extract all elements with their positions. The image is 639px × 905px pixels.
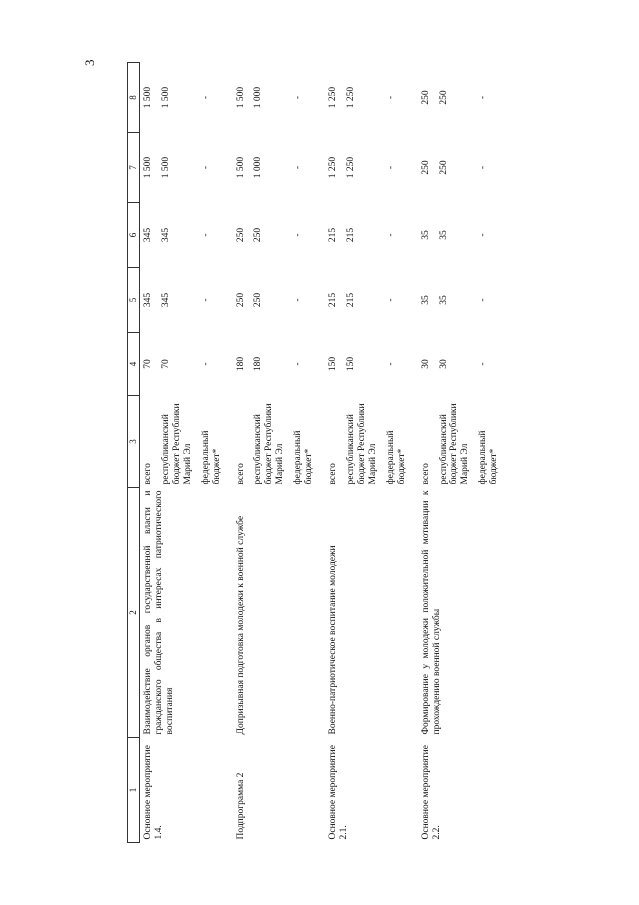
value-cell: 1 250: [328, 86, 339, 109]
table-row: [233, 63, 251, 843]
source-cell: федеральный бюджет*: [478, 430, 500, 485]
value-cell: -: [293, 362, 304, 366]
value-cell: -: [478, 362, 489, 366]
source-cell: республиканский бюджет Республики Марий Эл: [160, 403, 193, 485]
value-cell: 150: [345, 356, 356, 372]
value-cell: 1 500: [235, 156, 246, 179]
value-cell: -: [385, 233, 396, 237]
value-cell: 35: [438, 230, 449, 240]
value-cell: 250: [235, 227, 246, 243]
source-cell: федеральный бюджет*: [293, 430, 315, 485]
group-name: Основное мероприятие 1.4.: [143, 745, 164, 840]
header-col-8: 8: [128, 63, 140, 133]
source-cell: республиканский бюджет Республики Марий Эл: [345, 403, 378, 485]
value-cell: -: [200, 233, 211, 237]
source-cell: всего: [235, 463, 246, 485]
value-cell: -: [385, 95, 396, 100]
value-cell: 345: [160, 227, 171, 243]
value-cell: 250: [253, 292, 264, 308]
value-cell: 345: [143, 292, 153, 308]
value-cell: -: [293, 233, 304, 237]
value-cell: -: [385, 362, 396, 366]
value-cell: 35: [420, 295, 431, 305]
value-cell: 250: [438, 160, 449, 175]
header-col-4: 4: [128, 333, 140, 396]
source-cell: республиканский бюджет Республики Марий Эл: [253, 403, 286, 485]
value-cell: 215: [328, 292, 339, 308]
value-cell: 1 500: [160, 86, 171, 109]
group-name: Основное мероприятие 2.1.: [328, 745, 349, 840]
budget-table: [127, 62, 504, 843]
value-cell: 70: [160, 359, 171, 369]
value-cell: 30: [420, 359, 431, 369]
value-cell: 1 500: [143, 86, 153, 109]
value-cell: -: [200, 298, 211, 302]
group-name: Подпрограмма 2: [235, 772, 246, 840]
source-cell: федеральный бюджет*: [385, 430, 407, 485]
value-cell: -: [200, 362, 211, 366]
header-col-3: 3: [128, 396, 140, 488]
table-row: [418, 63, 436, 843]
value-cell: -: [385, 165, 396, 170]
value-cell: 250: [438, 90, 449, 105]
group-description: Военно-патриотическое воспитание молодежи: [328, 545, 339, 735]
value-cell: 250: [420, 90, 431, 105]
source-cell: федеральный бюджет*: [200, 430, 222, 485]
value-cell: 1 250: [328, 156, 339, 179]
source-cell: всего: [420, 463, 431, 485]
value-cell: -: [293, 165, 304, 170]
value-cell: 1 250: [345, 86, 356, 109]
group-description: Допризывная подготовка молодежи к военной службе: [235, 515, 246, 735]
header-col-7: 7: [128, 133, 140, 203]
group-name: Основное мероприятие 2.2.: [420, 745, 442, 840]
value-cell: -: [293, 298, 304, 302]
value-cell: 1 000: [253, 86, 264, 109]
value-cell: 30: [438, 359, 449, 369]
value-cell: 345: [160, 292, 171, 308]
value-cell: 215: [345, 227, 356, 243]
value-cell: -: [200, 165, 211, 170]
value-cell: 215: [345, 292, 356, 308]
value-cell: 250: [253, 227, 264, 243]
value-cell: 215: [328, 227, 339, 243]
value-cell: -: [293, 95, 304, 100]
table-row: [140, 63, 158, 843]
value-cell: 1 000: [253, 156, 264, 179]
rotated-table-container: [127, 63, 567, 843]
source-cell: всего: [328, 463, 339, 485]
value-cell: 1 500: [160, 156, 171, 179]
group-description: Взаимодействие органов государственной власти и гражданского общества в интересах патриотического воспитания: [143, 490, 175, 735]
value-cell: -: [478, 165, 489, 170]
source-cell: республиканский бюджет Республики Марий Эл: [438, 403, 471, 485]
value-cell: 180: [235, 356, 246, 372]
header-col-2: 2: [128, 488, 140, 738]
header-col-6: 6: [128, 203, 140, 268]
value-cell: 1 500: [143, 156, 153, 179]
value-cell: 35: [420, 230, 431, 240]
value-cell: 250: [420, 160, 431, 175]
page-number: 3: [82, 59, 97, 66]
value-cell: -: [478, 95, 489, 100]
value-cell: 1 500: [235, 86, 246, 109]
value-cell: -: [385, 298, 396, 302]
value-cell: 180: [253, 356, 264, 372]
value-cell: -: [478, 233, 489, 237]
value-cell: 345: [143, 227, 153, 243]
header-col-1: 1: [128, 738, 140, 843]
source-cell: всего: [143, 463, 153, 485]
header-col-5: 5: [128, 268, 140, 333]
value-cell: -: [200, 95, 211, 100]
value-cell: 1 250: [345, 156, 356, 179]
value-cell: 70: [143, 359, 153, 369]
value-cell: 35: [438, 295, 449, 305]
value-cell: 150: [328, 356, 339, 372]
table-row: [325, 63, 343, 843]
value-cell: 250: [235, 292, 246, 308]
value-cell: -: [478, 298, 489, 302]
table-header-row: [128, 63, 140, 843]
group-description: Формирование у молодежи положительной мотивации к прохождению военной службы: [420, 490, 442, 735]
